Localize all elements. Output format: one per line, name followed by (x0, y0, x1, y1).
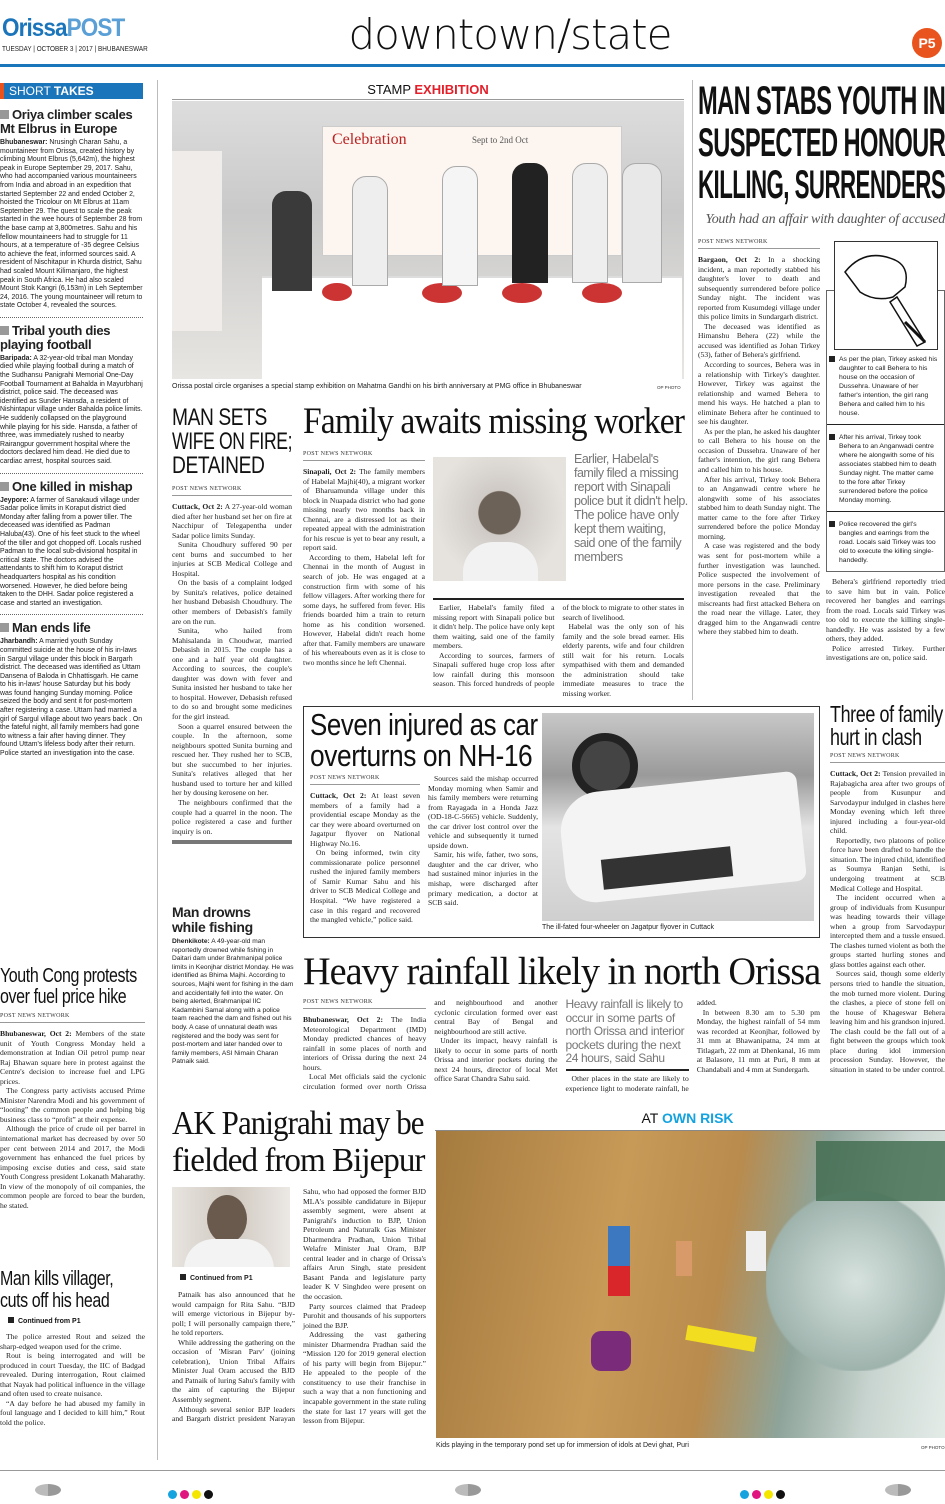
paragraph: According to them, Habelal left for Chennai in the month of August in search of job. He was engaged at a construction firm with some of his fellow villagers. After working there for some days, he suffered from fever. His friends boarded him a train to return home as his condition worsened. However, Habelal didn't reach home after that. Family members are unaware of his whereabouts even as it is close to two months since he left Chennai. (303, 552, 425, 667)
headline (303, 950, 820, 994)
paragraph: Soon a quarrel ensured between the couple. In the afternoon, some neighbours spotted Sunita burning and rescued her. They rushed her to SCB, but she succumbed to her injuries. Sunita's relatives alleged that her husband used to torture her and killed her by dousing kerosene on her. (172, 721, 292, 798)
paragraph: While addressing the gathering on the occasion of 'Misran Parv' (joining celebration), Union Tribal Affairs Minister Jual Oram accused the BJD and Patnaik of luring Sahu's family with the aim of capturing the Bijepur Assembly segment. (172, 1337, 295, 1405)
byline: POST NEWS NETWORK (172, 485, 292, 496)
headline-line: fielded from Bijepur (172, 1142, 425, 1179)
byline: POST NEWS NETWORK (310, 774, 420, 785)
poster (172, 151, 222, 331)
article-car-overturns (303, 706, 820, 938)
headline-line: MAN STABS YOUTH IN (698, 79, 945, 123)
banner-text: Celebration (332, 131, 407, 148)
paragraph: A case was registered and the body was sent for post-mortem while a further investigation was launched. Police suspected the involvement of more persons in the case. Preliminary investigation revealed that the miscreants had first attacked Behera on the road near the village. Later, they dragged him to the Anganwadi centre where they stabbed him to death. (698, 541, 820, 637)
paragraph: Behera's girlfriend reportedly tried to save him but in vain. Police recovered her bangles and earrings from the road. Locals said Tirkey was too old to execute the killing single-handedly. He was assisted by a few others, they added. (826, 577, 945, 644)
photo-kicker (430, 1110, 945, 1126)
article-column (826, 577, 945, 663)
headline-line: overturns on NH-16 (310, 738, 533, 773)
paragraph: In between 8.30 am to 5.30 pm Monday, the highest rainfall of 54 mm was recorded at Keonjhar, followed by 31 mm at Bhawanipatna, 24 mm at Titlagarh, 22 mm at Dhenkanal, 16 mm at Balasore, 11 mm at Puri, 8 mm at Chandabali and 4 mm at Sundergarh. (696, 1007, 820, 1074)
story-text: A 32-year-old tribal man Monday died while playing football during a match of the Sudhansu Panigrahi Memorial One-Day Football Tournament at Bahalda in Mayurbhanj district, police said. The deceased was identified as Sunder Hansda, a resident of Nishintapur village under Bahalda police limits. He suddenly collapsed on the playground while playing for his side. Hansda, a father of three, was immediately rushed to nearby Rairangpur government hospital where the doctors declared him dead. He died due to cardiac arrest, hospital sources said. (0, 354, 143, 465)
paragraph: Although several senior BJP leaders and Bargarh district president Narayan Sahu, who had opposed the former BJD MLA's possible candidature in Bijepur assembly segment, were absent at Panigrahi's induction to BJP, Union Petroleum and Naturalk Gas Minister Dharmendra Pradhan, Union Tribal Welafre Minister Jual Oram, BJP central leader and in charge of Orissa's affairs Arun Singh, state president Basant Panda and legislature party leader K V Singhdeo were present on the occasion. (172, 1187, 426, 1424)
pull-quote: Earlier, Habelal's family filed a missing report with Sinapali police but it didn't help. The police have only kept them waiting, said one of the family members (574, 452, 688, 564)
headline-line: KILLING, SURRENDERS (698, 163, 945, 207)
headline: Youth Cong protests over fuel price hike (0, 965, 137, 1008)
knife-icon (835, 242, 938, 350)
byline: POST NEWS NETWORK (698, 238, 820, 249)
article-rainfall (303, 998, 820, 1093)
column-divider (692, 80, 693, 700)
lead-text: The family members of Habelal Majhi(40), a migrant worker of Bharuamunda village under this block in Nuapada district who had gone missing nearly two months back in Chennai, are a distressed lot as their repeated appeal with the administration for his rescue is yet to bear any result, a report said. (303, 467, 426, 553)
headline (698, 80, 945, 206)
paragraph: As per the plan, he asked his daughter to call Behera to his house on the occasion of Dussehra. Unaware of her father's intention, the girl rang Behera and called him to his house. (698, 426, 820, 475)
headline-line: Heavy rainfall likely in north Orissa (303, 950, 821, 993)
article-family-clash (830, 703, 945, 1075)
paragraph: Rout is being interrogated and will be produced in court Tuesday, the IIC of Badgad revealed. During interrogation, Rout claimed that Nayak had political influence in the village and often used to create nuisance. (0, 1351, 145, 1399)
label: SHORT (9, 84, 54, 98)
paragraph: “A day before he had abused my family in foul language and I decided to kill him,” Rout told the police. (0, 1398, 145, 1427)
column-divider (157, 80, 158, 1460)
dateline: Cuttack, Oct 2: (172, 502, 223, 511)
overturned-car-photo (542, 713, 814, 921)
headline-line: WIFE ON FIRE; (172, 428, 293, 455)
paragraph: Addressing the vast gathering minister Dharmendra Pradhan said the “Mission 120 for 2019 general election of his party will begin from Bijepur.” He appealed to the people of the constituency to use their franchise in such a way that a non functioning and incapable government in the state ruling the state for last 17 years will get the lesson from Bijepur. (303, 1330, 426, 1426)
story-text: A 49-year-old man reportedly drowned while fishing in Daitari dam under Brahmanipal police limits in Keonjhar district Monday. He was identified as Bhima Majhi. According to sources, Majhi went for fishing in the dam and accidentally fell into the water. On being alerted, Brahmanipal IIC Kadambini Samal along with a police team reached the dam and fished out his body. A case of unnatural death was registered and the body was sent for post-mortem and later handed over to family members, ASI Nimain Charan Patnaik said. (172, 938, 294, 1066)
pull-quote-box (566, 998, 689, 1071)
story-text: A married youth Sunday committed suicide at the house of his in-laws in Sargul village under this block in Bargarh district. The deceased was identified as Uttam Dansena of Baloda in Chhattisgarh. He came to his in-laws' house Saturday but his body was found hanging Sunday morning. Police seized the body and sent it for post-mortem after registering a case. Uttam had married a girl of Sargul village about two years back . On the fateful night, all family members had gone to witness a fair after having dinner. They found Uttam's lifeless body after their return. Police started an investigation into the case. (0, 638, 143, 758)
logo-post-text: POST (66, 14, 125, 42)
timeline-text: After his arrival, Tirkey took Behera to an Anganwadi centre where he alongwith some of his associates stabbed him to death Sunday night. The matter came to the fore after Tirkey surrendered before the police Monday morning. (839, 434, 937, 504)
headline: Man ends life (12, 620, 91, 636)
quote-rule (566, 1069, 689, 1071)
lead-text: Members of the state unit of Youth Congress Monday held a demonstration at Indian Oil petrol pump near Raj Bhawan square here in protest against the Centre's decision to increase fuel and LPG prices. (0, 1029, 145, 1086)
dateline: Jeypore: (0, 496, 29, 504)
byline: POST NEWS NETWORK (830, 752, 945, 763)
missing-worker-portrait (433, 457, 566, 581)
headline-line: DETAINED (172, 452, 265, 479)
short-take-item (0, 108, 143, 311)
headline-line: Three of family (830, 701, 943, 727)
photo-credit: OP PHOTO (921, 1445, 945, 1450)
paragraphs (830, 836, 945, 1075)
paragraph: On the basis of a complaint lodged by Sunita's relatives, police detained her husband Debasish Choudhury. The other members of Debasish's family are on the run. (172, 578, 292, 626)
article-wife-fire (172, 406, 292, 844)
headline-line: SUSPECTED HONOUR (698, 121, 945, 165)
paragraph: The neighbours confirmed that the couple had a quarrel in the noon. The police registered a case and further inquiry is on. (172, 797, 292, 836)
paragraphs (0, 1086, 145, 1210)
byline: POST NEWS NETWORK (0, 1012, 145, 1023)
dateline: Bhubaneswar: (0, 139, 48, 146)
headline (310, 709, 538, 771)
paragraph: Police arrested Tirkey. Further investigations are on, police said. (826, 643, 945, 663)
continued-label: Continued from P1 (190, 1275, 253, 1282)
dateline: Cuttack, Oct 2: (830, 769, 881, 778)
paragraph: According to sources, farmers of Sinapali suffered huge crop loss after low rainfall during this monsoon season. This forced hundreds of people of the block to migrate to other states in search of livelihood. (433, 603, 684, 689)
paragraph: The police arrested Rout and seized the sharp-edged weapon used for the crime. (0, 1332, 145, 1351)
paragraph: Earlier, Habelal's family filed a missing report with Sinapali police but it didn't help. The police have only kept them waiting, said one of the family members. (433, 603, 555, 651)
kicker-text: STAMP (367, 82, 415, 97)
color-registration-marks (168, 1486, 216, 1504)
stamp-exhibition-photo (172, 101, 684, 379)
paragraph: According to sources, Behera was in a relationship with Tirkey's daughter. However, Tirkey was against the relationship and warned Behera to mend his ways. He hatched a plan to eliminate Behera after he continued to see his daughter. (698, 360, 820, 427)
footer-rule (0, 1470, 945, 1471)
paragraphs (698, 322, 820, 637)
article-continuation (433, 603, 684, 698)
headline-line: Man drowns (172, 904, 251, 920)
registration-mark (455, 1484, 481, 1496)
lead-text: A 27-year-old woman died after her husband set her on fire at Nacchipur of Telegapentha under Sadar police limits Sunday. (172, 502, 292, 540)
table-with-flowers (262, 276, 682, 379)
headline-line: AK Panigrahi may be (172, 1105, 424, 1142)
lead-text: In a shocking incident, a man reportedly stabbed his daughter's lover to death and subsequently surrendered before police Sunday night. The incident was reported from Kusumdegi village under this police limits in Sundargarh district. (698, 255, 820, 322)
byline: POST NEWS NETWORK (303, 450, 425, 461)
paragraph: Sources said, though some elderly persons tried to handle the situation, the mob turned more violent. During the clashes, a piece of stone fell on the house of Khageswar Behera leaving him and his grandson injured. The clash could be the fall out of a fight between the groups which took place during idol immersion procession Sunday. However, the situation in stated to be under control. (830, 969, 945, 1074)
headline: Tribal youth dies playing football (0, 322, 111, 352)
headline (0, 1268, 145, 1312)
headline (830, 703, 945, 749)
lead-text: Tension prevailed in Rajabagicha area after two groups of people from Kusunpur and Sarvodaypur indulged in clashes here Monday evening which left three injured including a four-year-old child. (830, 769, 945, 836)
headline (172, 406, 292, 478)
kicker-highlight: OWN RISK (661, 1110, 734, 1126)
kicker-highlight: EXHIBITION (414, 82, 489, 97)
lead-text: At least seven members of a family had a providential escape Monday as the car they were aboard overturned on Jagatpur flyover on National Highway No.16. (310, 791, 420, 848)
timeline-text: As per the plan, Tirkey asked his daughter to call Behera to his house on the occasion of Dussehra. Unaware of her father's intention, the girl rang Behera and called him to his house. (839, 356, 938, 417)
paragraph: The Congress party activists accused Prime Minister Narendra Modi and his government of “looting” the common people and helping big business class to “profit” at their expense. (0, 1086, 145, 1124)
timeline-item (839, 355, 940, 418)
timeline-item (839, 433, 940, 505)
paragraph: Although the price of crude oil per barrel in international market has decreased by over 50 per cent between 2014 and 2017, the Modi government has enhanced the fuel prices by imposing excise duties and cess, said state Youth Congress president Lokanath Maharathy. In view of the monopoly of oil companies, the common people are forced to bear the burden, he stated. (0, 1124, 145, 1210)
dateline: Bhubaneswar, Oct 2: (303, 1015, 384, 1024)
page-number-badge: P5 (912, 28, 942, 58)
issue-date-line: TUESDAY | OCTOBER 3 | 2017 | BHUBANESWAR (2, 44, 148, 53)
short-take-item (0, 480, 143, 609)
short-take-item (0, 621, 143, 758)
paragraphs (172, 540, 292, 836)
headline-line: Family awaits missing worker (303, 401, 685, 442)
dateline: Bargaon, Oct 2: (698, 255, 761, 264)
photo-credit: OP PHOTO (657, 385, 681, 390)
paragraph: Sources said the mishap occurred Monday morning when Samir and his family members were returning from Rayagada in a Honda Jazz (OD-18-C-5665) vehicle. Suddenly, the car driver lost control over the vehicle and subsequently it turned upside down. (428, 774, 538, 850)
dateline: Bhubaneswar, Oct 2: (0, 1029, 72, 1038)
headline: Oriya climber scales Mt Elbrus in Europe (0, 107, 133, 136)
idol-immersion-pond-photo (436, 1131, 945, 1438)
paragraph: Samir, his wife, father, two sons, daughter and the car driver, who had sustained minor injuries in the mishap, were discharged after primary medication, a doctor at SCB said. (428, 850, 538, 908)
article-youth-cong (0, 966, 145, 1210)
arrow-divider (827, 424, 944, 425)
knife-illustration (834, 241, 938, 350)
short-takes-header (0, 83, 143, 99)
headline (303, 400, 684, 444)
header-rule (0, 64, 945, 67)
story-text: Nrusingh Charan Sahu, a mountaineer from Orissa, created history by climbing Mount Elbrus (5,642m), the highest peak in Europe September 29, 2017. Sahu, who had accompanied various mountaineers from India and abroad in an expedition that started September 22 and ended October 2, hoisted the Tricolour on Mt Elbrus at 11am September 29. The quest to scale the peak started in the wee hours of September 28 from the base camp at 3,800metres. Sahu and his fellow mountaineers had to struggle for 11 hours, at a temperature of -35 degree Celsius to achieve the feat, informed sources said. A resident of Nischitapur in Khurda district, Sahu had scaled Mount Kilimanjaro, the highest peak in South Africa. He had also scaled Mount Stok Kangri (6,153m) in Leh September 24, 2016. The young mountaineer will return to state October 4, revealed the sources. (0, 139, 143, 310)
short-take-item (0, 324, 143, 467)
timeline-item (839, 520, 940, 565)
article-man-kills-villager (0, 1268, 145, 1427)
article-panigrahi (172, 1187, 426, 1426)
short-takes-list (0, 108, 143, 759)
paragraph: Party sources claimed that Pradeep Purohit and thousands of his supporters joined the BJP. (303, 1301, 426, 1330)
arrow-divider (827, 511, 944, 512)
photo-caption: Kids playing in the temporary pond set up for immersion of idols at Devi ghat, Puri (436, 1442, 689, 1449)
article-man-drowns (172, 905, 294, 1067)
paragraph: Under its impact, heavy rainfall is likely to occur in some parts of north Orissa and interior pockets during the next 24 hours, director of local Met office Sarat Chandra Sahu said. (434, 1036, 558, 1084)
section-title: downtown/state (348, 10, 672, 59)
kicker-text: AT (641, 1110, 662, 1126)
headline-line: hurt in clash (830, 724, 922, 750)
photo-caption: Orissa postal circle organises a special stamp exhibition on Mahatma Gandhi on his birth anniversary at PMG office in Bhubaneswar (172, 383, 582, 390)
paragraph: Sunita, who hailed from Mahisalanda in Choudwar, married Debasish in 2015. The couple has a one and a half year old daughter. According to sources, the couple's daughter was down with fever and Sunita insisted her husband to take her to hospital. However, Debasish refused to do so and brought some medicines for the girl instead. (172, 626, 292, 722)
quote-rule (433, 598, 684, 600)
registration-mark (35, 1484, 61, 1496)
masthead-logo (2, 14, 124, 43)
dateline: Baripada: (0, 354, 32, 362)
photo-caption: The ill-fated four-wheeler on Jagatpur flyover in Cuttack (542, 924, 714, 931)
paragraph: After his arrival, Tirkey took Behera to an Anganwadi centre where he alongwith some of his associates stabbed him to death Sunday night. The matter came to the fore after Tirkey surrendered before the police Monday morning. (698, 474, 820, 541)
headline-line: Seven injured as car (310, 707, 538, 742)
paragraph: The deceased was identified as Himanshu Behera (22) while the accused was identified as Johan Tirkey (53), father of Behera's girlfriend. (698, 321, 820, 360)
subheadline: Youth had an affair with daughter of accused (705, 212, 945, 227)
headline: One killed in mishap (12, 478, 133, 494)
headline-line: MAN SETS (172, 404, 267, 431)
panigrahi-portrait (172, 1187, 290, 1267)
paragraph: Patnaik has also announced that he would campaign for Rita Sahu. “BJD will emerge victorious in Bijepur by-poll; I will personally campaign there,” he told reporters. (172, 1290, 295, 1338)
continued-label: Continued from P1 (18, 1318, 81, 1325)
story-text: A farmer of Sanakaudi village under Sadar police limits in Koraput district died Monday after falling from a power tiller. The deceased was identified as Padman Haluba(43). One of his feet stuck to the wheel of the tiller and got chopped off. Locals rushed Padman to the local sub-divisional hospital in critical state. The doctors advised the attendants to shift him to Koraput district headquarters hospital as his condition worsened. However, he died before being taken to the DHH. Sadar police registered a case and started an investigation. (0, 496, 142, 607)
label: TAKES (53, 84, 94, 98)
photo-kicker (172, 82, 684, 97)
paragraph: Local Met officials said the cyclonic circulation formed over north Orissa and neighbourhood and another cyclonic circulation formed over east central Bay of Bengal and neighbourhood are still active. (303, 998, 558, 1091)
headline-line: while fishing (172, 919, 253, 935)
dateline: Sinapali, Oct 2: (303, 467, 357, 476)
paragraph: Sunita Choudhury suffered 90 per cent burns and succumbed to her injuries at SCB Medical College and Hospital. (172, 540, 292, 578)
dateline: Cuttack, Oct 2: (310, 791, 367, 800)
continued-note (8, 1317, 145, 1325)
pull-quote: Heavy rainfall is likely to occur in some parts of north Orissa and interior pockets during the next 24 hours, said Sahu (565, 997, 685, 1066)
lead-text: The India Meteorological Department (IMD) Monday predicted chances of heavy rainfall in some places of north and interiors of Orissa during the next 24 hours. (303, 1015, 427, 1072)
paragraph: Reportedly, two platoons of police force have been drafted to handle the situation. The injured child, identified as Soumya Ranjan Sethi, is undergoing treatment at SCB Medical College and Hospital. (830, 835, 945, 893)
headline-line: Man kills villager, (0, 1268, 114, 1290)
paragraph: Other places in the state are likely to experience light to moderate rainfall, he added. (565, 998, 717, 1093)
headline (172, 1105, 424, 1179)
timeline-text: Police recovered the girl's bangles and earrings from the road. Locals said Tirkey was too old to execute the killing single-handedly. (839, 521, 936, 564)
logo-text: Orissa (2, 14, 67, 42)
article-column (698, 238, 820, 637)
color-registration-marks (740, 1486, 788, 1504)
article-missing-worker (303, 450, 425, 667)
paragraphs (0, 1332, 145, 1427)
registration-mark (885, 1484, 911, 1496)
paragraphs (826, 577, 945, 663)
dateline: Jharbandh: (0, 638, 38, 646)
byline: POST NEWS NETWORK (303, 998, 426, 1009)
paragraph: Habelal was the only son of his family and the sole bread earner. His elderly parents, wife and four children still wait for his return. Locals sympathised with them and demanded the administration should take immediate measures to trace the missing worker. (562, 622, 684, 698)
paragraph: On being informed, twin city commissionarate police personnel rushed the injured family members of Samir Kumar Sahu and his driver to SCB Medical College and Hospital. “We have registered a case in this regard and recovered the mangled vehicle,” police said. (310, 848, 420, 925)
dateline: Dhenkikote: (172, 938, 210, 945)
continued-note (180, 1274, 295, 1283)
paragraph: The incident occurred when a group of individuals from Kusunpur was heading towards their village when a group from Sarvodaypur intercepted them and a tussle ensued. The clashes turned violent as both the groups started hurling stones and glass bottles against each other. (830, 893, 945, 969)
banner-subtext: Sept to 2nd Oct (472, 135, 529, 145)
headline-line: cuts off his head (0, 1290, 110, 1312)
article-honour-killing (698, 80, 945, 228)
